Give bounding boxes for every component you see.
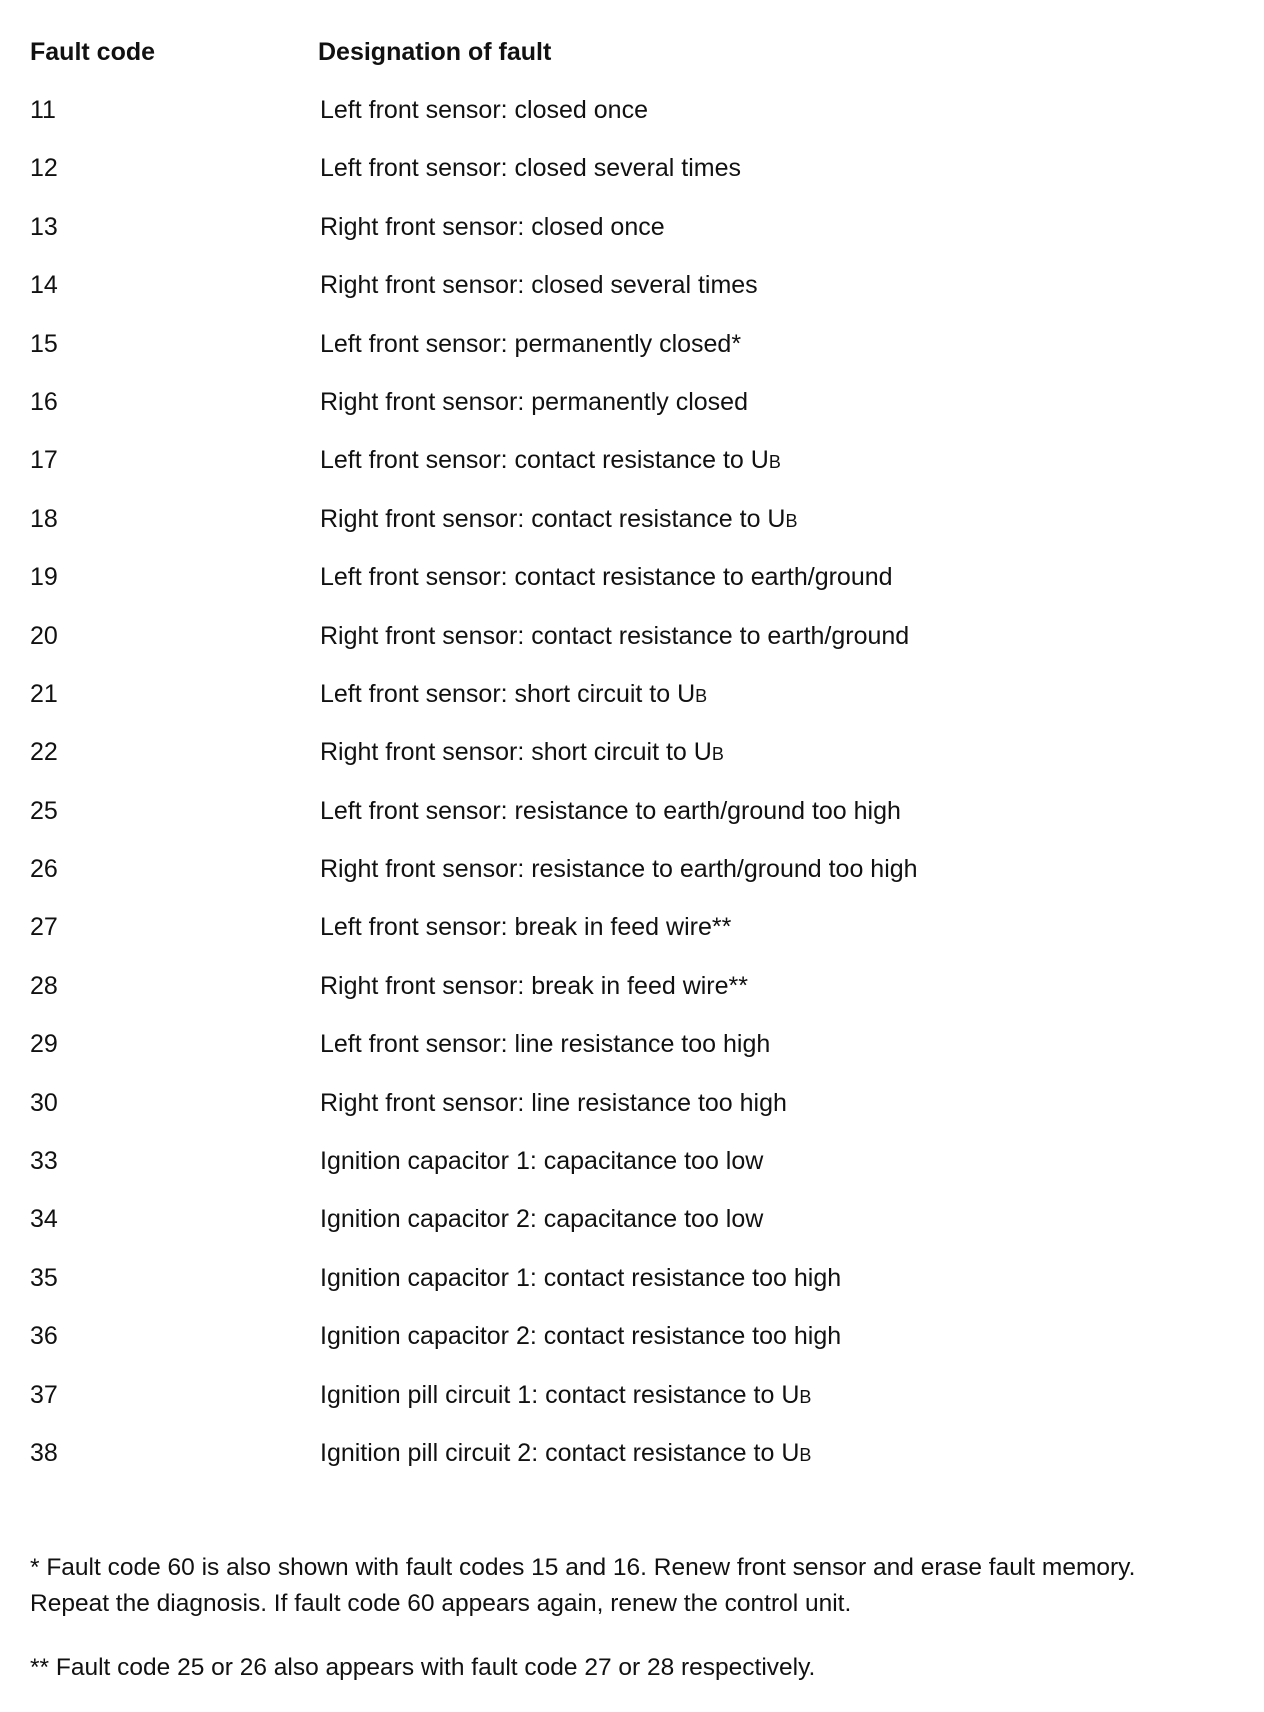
table-row <box>30 1318 1230 1376</box>
fault-code-cell: 33 <box>30 1147 58 1176</box>
header-fault-code: Fault code <box>30 38 156 66</box>
fault-code-cell: 22 <box>30 738 58 767</box>
table-row <box>30 851 1230 909</box>
fault-designation-cell <box>320 618 909 654</box>
fault-designation-text: Right front sensor: closed several times <box>320 271 758 300</box>
fault-code-cell: 26 <box>30 855 58 884</box>
subscript: B <box>785 510 798 531</box>
subscript: B <box>799 1444 812 1465</box>
fault-code-cell: 28 <box>30 971 58 1000</box>
table-row <box>30 676 1230 734</box>
fault-designation-cell <box>320 1085 787 1121</box>
fault-designation-text: Right front sensor: closed once <box>320 212 665 241</box>
fault-designation-text: Left front sensor: contact resistance to U <box>320 446 769 475</box>
table-header <box>30 34 1230 70</box>
fault-designation-cell <box>320 1260 841 1296</box>
fault-code-cell: 18 <box>30 504 58 533</box>
fault-designation-cell <box>320 326 741 362</box>
fault-designation-text: Ignition pill circuit 1: contact resistance to U <box>320 1380 800 1409</box>
fault-code-cell: 34 <box>30 1205 58 1234</box>
table-row <box>30 1201 1230 1259</box>
table-row <box>30 384 1230 442</box>
table-row <box>30 1377 1230 1435</box>
table-row <box>30 1085 1230 1143</box>
table-row <box>30 793 1230 851</box>
table-row <box>30 501 1230 559</box>
table-row <box>30 267 1230 325</box>
table-row <box>30 209 1230 267</box>
fault-code-cell: 38 <box>30 1438 58 1467</box>
fault-designation-text: Ignition capacitor 2: capacitance too low <box>320 1205 764 1234</box>
fault-designation-text: Right front sensor: permanently closed <box>320 387 748 416</box>
fault-code-cell: 17 <box>30 446 58 475</box>
fault-code-cell: 27 <box>30 913 58 942</box>
fault-designation-text: Right front sensor: contact resistance to U <box>320 504 786 533</box>
fault-code-cell: 16 <box>30 387 58 416</box>
subscript: B <box>799 1386 812 1407</box>
fault-designation-text: Left front sensor: closed once <box>320 96 648 124</box>
fault-designation-cell <box>320 676 707 714</box>
fault-designation-cell <box>320 1377 811 1415</box>
fault-designation-cell <box>320 267 758 303</box>
fault-designation-cell <box>320 909 731 945</box>
fault-table-body <box>30 92 1230 1493</box>
table-row <box>30 618 1230 676</box>
fault-code-cell: 12 <box>30 154 58 183</box>
fault-designation-text: Left front sensor: line resistance too high <box>320 1030 771 1059</box>
fault-designation-text: Ignition capacitor 1: contact resistance too high <box>320 1263 842 1292</box>
subscript: B <box>711 744 724 765</box>
fault-designation-text: Right front sensor: contact resistance to earth/ground <box>320 621 910 650</box>
fault-designation-cell <box>320 793 901 829</box>
fault-designation-text: Right front sensor: break in feed wire** <box>320 971 748 1000</box>
fault-designation-cell <box>320 92 648 128</box>
fault-designation-text: Ignition capacitor 2: contact resistance too high <box>320 1322 842 1351</box>
fault-code-cell: 36 <box>30 1322 58 1351</box>
fault-code-cell: 20 <box>30 621 58 650</box>
footnote-double-star: ** Fault code 25 or 26 also appears with fault code 27 or 28 respectively. <box>30 1654 816 1681</box>
fault-code-cell: 37 <box>30 1380 58 1409</box>
fault-designation-cell <box>320 1318 841 1354</box>
fault-code-cell: 25 <box>30 796 58 825</box>
fault-designation-text: Right front sensor: line resistance too high <box>320 1088 787 1117</box>
table-row <box>30 734 1230 792</box>
fault-designation-cell <box>320 1201 763 1237</box>
header-designation: Designation of fault <box>318 38 552 66</box>
fault-designation-text: Right front sensor: short circuit to U <box>320 738 712 767</box>
table-row <box>30 909 1230 967</box>
table-row <box>30 559 1230 617</box>
table-row <box>30 150 1230 208</box>
fault-code-cell: 11 <box>30 96 56 124</box>
subscript: B <box>695 685 708 706</box>
fault-code-cell: 15 <box>30 329 58 358</box>
fault-code-cell: 19 <box>30 563 58 592</box>
fault-designation-text: Left front sensor: contact resistance to earth/ground <box>320 563 893 592</box>
fault-designation-text: Ignition capacitor 1: capacitance too low <box>320 1147 764 1176</box>
fault-designation-text: Left front sensor: break in feed wire** <box>320 913 732 942</box>
fault-designation-cell <box>320 501 798 539</box>
table-row <box>30 92 1230 150</box>
fault-designation-text: Ignition pill circuit 2: contact resistance to U <box>320 1438 800 1467</box>
fault-code-cell: 29 <box>30 1030 58 1059</box>
fault-code-cell: 35 <box>30 1263 58 1292</box>
fault-code-cell: 13 <box>30 212 58 241</box>
fault-designation-cell <box>320 1435 811 1473</box>
fault-code-cell: 21 <box>30 679 58 708</box>
table-row <box>30 968 1230 1026</box>
table-row <box>30 1026 1230 1084</box>
table-row <box>30 1260 1230 1318</box>
fault-designation-cell <box>320 209 665 245</box>
fault-designation-text: Left front sensor: permanently closed* <box>320 329 742 358</box>
fault-designation-cell <box>320 384 748 420</box>
table-row <box>30 442 1230 500</box>
fault-code-cell: 30 <box>30 1088 58 1117</box>
fault-designation-text: Left front sensor: short circuit to U <box>320 679 696 708</box>
footnotes <box>30 1550 1220 1686</box>
fault-designation-text: Left front sensor: resistance to earth/ground too high <box>320 796 901 825</box>
footnote-single-star: * Fault code 60 is also shown with fault codes 15 and 16. Renew front sensor and erase fault memory. Repeat the diagnosis. If fault code 60 appears again, renew the control unit. <box>30 1554 1136 1617</box>
table-row <box>30 1435 1230 1493</box>
fault-designation-cell <box>320 1143 763 1179</box>
fault-designation-text: Right front sensor: resistance to earth/ground too high <box>320 855 918 884</box>
fault-designation-cell <box>320 851 918 887</box>
fault-code-cell: 14 <box>30 271 58 300</box>
fault-designation-cell <box>320 150 741 186</box>
subscript: B <box>768 452 781 473</box>
table-row <box>30 326 1230 384</box>
fault-designation-cell <box>320 442 781 480</box>
fault-designation-cell <box>320 734 724 772</box>
fault-designation-cell <box>320 968 748 1004</box>
fault-designation-cell <box>320 1026 770 1062</box>
fault-designation-text: Left front sensor: closed several times <box>320 154 742 183</box>
table-row <box>30 1143 1230 1201</box>
fault-designation-cell <box>320 559 893 595</box>
